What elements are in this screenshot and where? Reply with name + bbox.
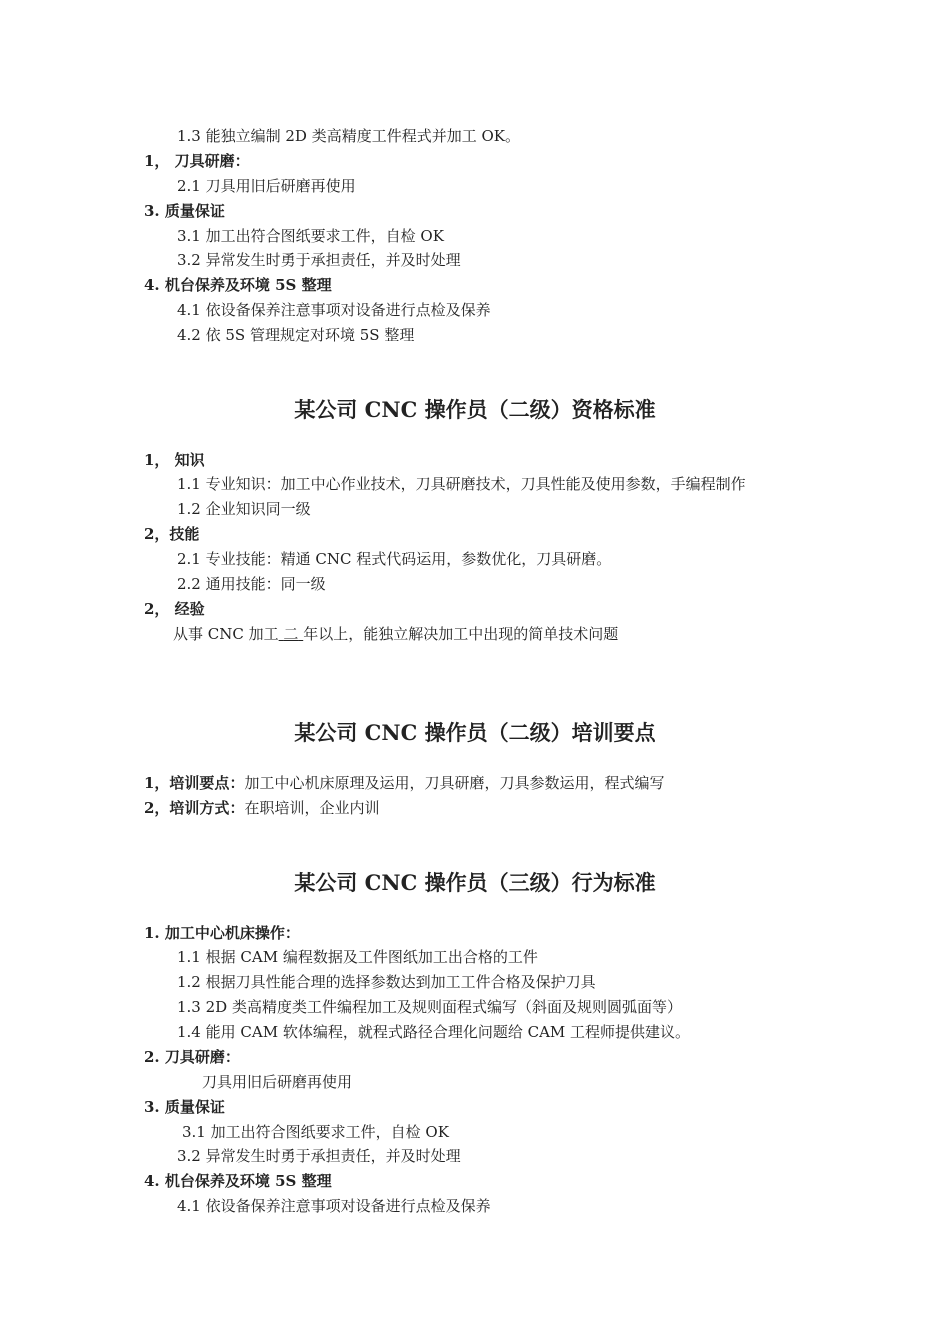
item-skill-2-2: 2.2 通用技能：同一级 [177, 575, 326, 593]
heading-behavior-tool-grinding: 2. 刀具研磨： [144, 1048, 240, 1066]
behavior-item-1-4: 1.4 能用 CAM 软体编程，就程式路径合理化问题给 CAM 工程师提供建议。 [177, 1023, 691, 1041]
section-title-training: 某公司 CNC 操作员（二级）培训要点 [294, 720, 656, 745]
heading-tool-grinding: 1， 刀具研磨： [144, 152, 250, 170]
behavior-tool-text: 刀具用旧后研磨再使用 [202, 1073, 353, 1091]
experience-years: 二 [283, 625, 299, 643]
item-skill-2-1: 2.1 专业技能：精通 CNC 程式代码运用，参数优化，刀具研磨。 [177, 550, 612, 568]
heading-behavior-quality: 3. 质量保证 [144, 1098, 225, 1116]
experience-prefix: 从事 CNC 加工 [173, 625, 279, 643]
experience-text [173, 624, 618, 644]
heading-skill: 2，技能 [144, 525, 200, 543]
training-method-text: 在职培训，企业内训 [244, 799, 380, 817]
item-3-1: 3.1 加工出符合图纸要求工件，自检 OK [177, 227, 444, 245]
training-points-text: 加工中心机床原理及运用，刀具研磨，刀具参数运用，程式编写 [244, 774, 665, 792]
item-3-2: 3.2 异常发生时勇于承担责任，并及时处理 [177, 251, 461, 269]
experience-suffix: 年以上，能独立解决加工中出现的简单技术问题 [303, 625, 619, 643]
behavior-item-3-1: 3.1 加工出符合图纸要求工件，自检 OK [182, 1123, 449, 1141]
section-title-qualification: 某公司 CNC 操作员（二级）资格标准 [294, 397, 656, 422]
training-points [144, 773, 664, 793]
behavior-item-1-3: 1.3 2D 类高精度类工件编程加工及规则面程式编写（斜面及规则圆弧面等） [177, 998, 682, 1016]
item-2-1: 2.1 刀具用旧后研磨再使用 [177, 177, 356, 195]
behavior-item-4-1: 4.1 依设备保养注意事项对设备进行点检及保养 [177, 1197, 491, 1215]
heading-behavior-maintenance: 4. 机台保养及环境 5S 整理 [144, 1172, 332, 1190]
heading-experience: 2， 经验 [144, 600, 205, 618]
heading-maintenance: 4. 机台保养及环境 5S 整理 [144, 276, 332, 294]
item-4-1: 4.1 依设备保养注意事项对设备进行点检及保养 [177, 301, 491, 319]
item-knowledge-1-1: 1.1 专业知识：加工中心作业技术，刀具研磨技术，刀具性能及使用参数，手编程制作 [177, 475, 746, 493]
section-title-behavior: 某公司 CNC 操作员（三级）行为标准 [294, 870, 656, 895]
heading-quality: 3. 质量保证 [144, 202, 225, 220]
item-knowledge-1-2: 1.2 企业知识同一级 [177, 500, 311, 518]
item-4-2: 4.2 依 5S 管理规定对环境 5S 整理 [177, 326, 415, 344]
item-1-3: 1.3 能独立编制 2D 类高精度工件程式并加工 OK。 [177, 127, 521, 145]
behavior-item-1-2: 1.2 根据刀具性能合理的选择参数达到加工工件合格及保护刀具 [177, 973, 596, 991]
training-method [144, 798, 379, 818]
training-points-label: 1，培训要点： [144, 774, 245, 792]
behavior-item-1-1: 1.1 根据 CAM 编程数据及工件图纸加工出合格的工件 [177, 948, 538, 966]
heading-knowledge: 1， 知识 [144, 451, 205, 469]
training-method-label: 2，培训方式： [144, 799, 245, 817]
behavior-item-3-2: 3.2 异常发生时勇于承担责任，并及时处理 [177, 1147, 461, 1165]
heading-machine-operation: 1. 加工中心机床操作： [144, 924, 300, 942]
